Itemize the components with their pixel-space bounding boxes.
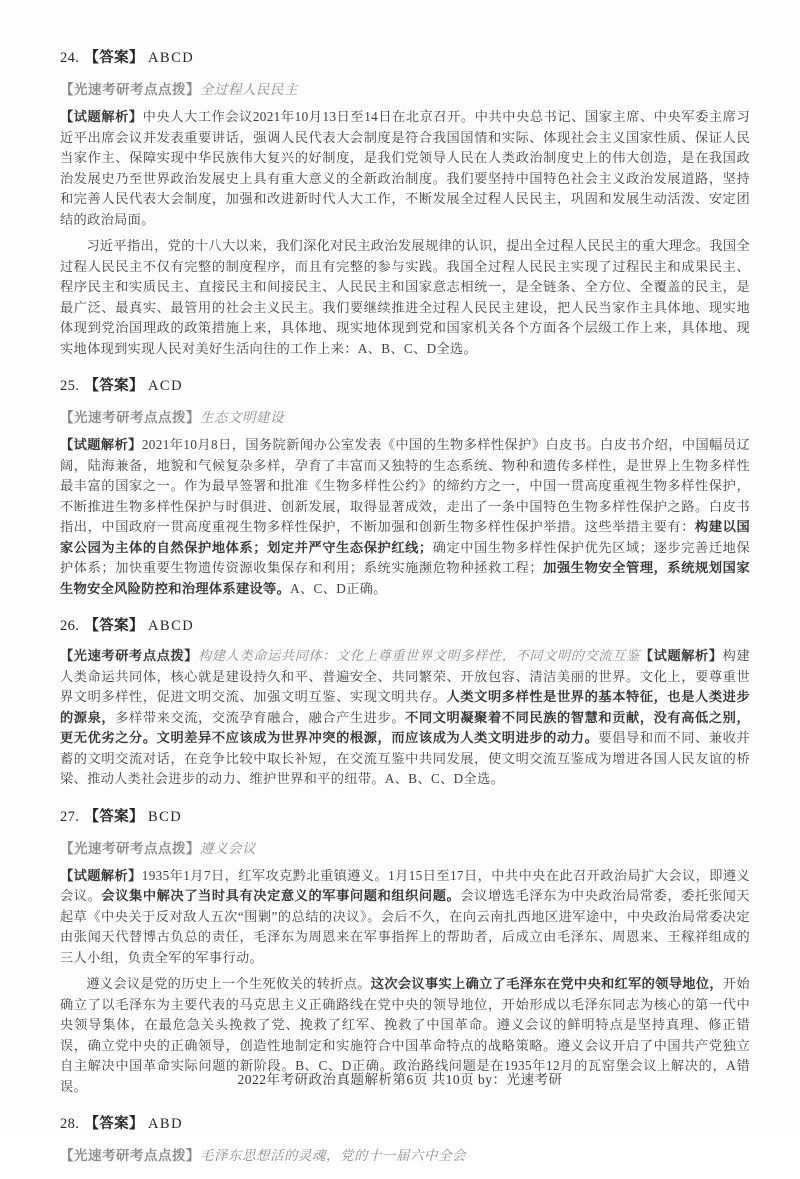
tip-label: 【光速考研考点点拨】	[60, 82, 200, 97]
tip-label: 【光速考研考点点拨】	[60, 648, 199, 663]
text-run: 1935年1月7日，红军攻克黔北重镇遵义。1月15日至17日，中共中央在此召开政治局扩大会议，即遵义会议。	[60, 867, 750, 903]
question-number: 28.	[60, 1116, 80, 1132]
text-run: 确定中国生物多样性保护优先区域；逐步完善迁地保护体系；加快重要生物遗传资源收集保存和利用；系统实施濒危物种拯救工程；	[60, 539, 750, 575]
text-run: A、C、D正确。	[290, 580, 387, 596]
page-footer: 2022年考研政治真题解析第6页 共10页 by：光速考研	[237, 1072, 563, 1087]
answer-section-24	[60, 46, 750, 359]
text-run: 习近平指出，党的十八大以来，我们深化对民主政治发展规律的认识，提出全过程人民民主的重大理念。我国全过程人民民主不仅有完整的制度程序，而且有完整的参与实践。我国全过程人民民主实现了过程民主和成果民主、程序民主和实质民主、直接民主和间接民主、人民民主和国家意志相统一，是全链条、全方位、全覆盖的民主，是最广泛、最真实、最管用的社会主义民主。我们要继续推进全过程人民民主建设，把人民当家作主具体地、现实地体现到党治国理政的政策措施上来，具体地、现实地体现到党和国家机关各个方面各个层级工作上来，具体地、现实地体现到实现人民对美好生活向往的工作上来：A、B、C、D全选。	[60, 238, 750, 356]
text-run: 多样带来交流，交流孕育融合，融合产生进步。	[115, 709, 406, 725]
answer-line	[60, 374, 750, 395]
text-run-bold: 加强生物安全管理，系统规划国家生物安全风险防控和治理体系建设等。	[60, 560, 751, 596]
question-number: 24.	[60, 50, 80, 66]
answer-label: 【答案】	[84, 808, 144, 825]
answer-letters: ABCD	[147, 50, 195, 66]
answer-label: 【答案】	[84, 1116, 144, 1132]
text-run: 中央人大工作会议2021年10月13日至14日在北京召开。中共中央总书记、国家主席、中央军委主席习近平出席会议并发表重要讲话，强调人民代表大会制度是符合我国国情和实际、体现社会主义国家性质、保证人民当家作主、保障实现中华民族伟大复兴的好制度，是我们党领导人民在人类政治制度史上的伟大创造，是在我国政治发展史乃至世界政治发展史上具有重大意义的全新政治制度。我们要坚持中国特色社会主义政治发展道路，坚持和完善人民代表大会制度，加强和改进新时代人大工作，不断发展全过程人民民主，巩固和发展生动活泼、安定团结的政治局面。	[60, 109, 750, 227]
answer-label: 【答案】	[84, 378, 144, 394]
answer-letters: ABD	[147, 1116, 184, 1132]
page-content	[60, 46, 750, 1179]
tip-label: 【光速考研考点点拨】	[60, 1148, 200, 1163]
tip-line	[60, 78, 750, 98]
question-number: 26.	[60, 618, 80, 634]
analysis-paragraph	[60, 435, 750, 599]
tip-text: 生态文明建设	[200, 410, 284, 425]
analysis-paragraph	[60, 236, 750, 359]
analysis-paragraph	[60, 646, 750, 790]
text-run-bold: 会议集中解决了当时具有决定意义的军事问题和组织问题。	[101, 888, 461, 903]
tip-text: 全过程人民民主	[200, 82, 298, 97]
tip-text: 遵义会议	[200, 840, 256, 856]
text-run-bold: 不同文明凝聚着不同民族的智慧和贡献，没有高低之别，更无优劣之分。文明差异不应该成为世界冲突的根源，而应该成为人类文明进步的动力。	[60, 709, 750, 745]
text-run: 构建人类命运共同体，核心就是建设持久和平、普遍安全、共同繁荣、开放包容、清洁美丽的世界。文化上，要尊重世界文明多样性，促进文明交流、加强文明互鉴、实现文明共存。	[60, 648, 751, 704]
text-run: 遵义会议是党的历史上一个生死攸关的转折点。	[86, 976, 371, 991]
answer-line	[60, 1112, 750, 1133]
answer-letters: ACD	[147, 378, 184, 394]
text-run-bold: 人类文明多样性是世界的基本特征，也是人类进步的源泉，	[60, 689, 750, 725]
text-run: 开始确立了以毛泽东为主要代表的马克思主义正确路线在党中央的领导地位，开始形成以毛泽东同志为核心的第一代中央领导集体，在最危急关头挽救了党、挽救了红军、挽救了中国革命。遵义会议的鲜明特点是坚持真理、修正错误，确立党中央的正确领导，创造性地制定和实施符合中国革命特点的战略策略。遵义会议开启了中国共产党独立自主解决中国革命实际问题的新阶段。B、C、D正确。政治路线问题是在1935年12月的瓦窑堡会议上解决的，A错误。	[60, 976, 750, 1094]
answer-letters: BCD	[147, 808, 183, 825]
answer-section-26	[60, 614, 750, 790]
answer-section-27	[60, 805, 750, 1098]
analysis-label: 【试题解析】	[60, 437, 142, 452]
text-run: 要倡导和而不同、兼收并蓄的文明交流对话，在竞争比较中取长补短，在交流互鉴中共同发展，使文明交流互鉴成为增进各国人民友谊的桥梁、推动人类社会进步的动力、维护世界和平的纽带。A、B、C、D全选。	[60, 730, 750, 786]
answer-line	[60, 805, 750, 826]
answer-line	[60, 46, 750, 67]
analysis-label: 【试题解析】	[60, 109, 143, 124]
analysis-label: 【试题解析】	[639, 648, 723, 663]
analysis-paragraph	[60, 107, 750, 230]
tip-text: 构建人类命运共同体：文化上尊重世界文明多样性，不同文明的交流互鉴	[198, 648, 640, 663]
tip-line	[60, 1144, 750, 1164]
answer-label: 【答案】	[84, 618, 144, 634]
text-run: 会议增选毛泽东为中央政治局常委，委托张闻天起草《中央关于反对敌人五次“围剿”的总结的决议》。会后不久，在向云南扎西地区进军途中，中央政治局常委决定由张闻天代替博古负总的责任，毛泽东为周恩来在军事指挥上的帮助者，后成立由毛泽东、周恩来、王稼祥组成的三人小组，负责全军的军事行动。	[60, 888, 750, 965]
answer-label: 【答案】	[84, 50, 144, 66]
analysis-paragraph	[60, 866, 750, 969]
tip-line	[60, 406, 750, 426]
answer-section-25	[60, 374, 750, 599]
answer-line	[60, 614, 750, 635]
tip-label: 【光速考研考点点拨】	[60, 410, 200, 425]
text-run-bold: 构建以国家公园为主体的自然保护地体系；划定并严守生态保护红线；	[60, 519, 750, 555]
tip-label: 【光速考研考点点拨】	[60, 840, 200, 856]
answer-section-28	[60, 1112, 750, 1164]
text-run-bold: 这次会议事实上确立了毛泽东在党中央和红军的领导地位，	[370, 976, 723, 991]
analysis-label: 【试题解析】	[60, 867, 142, 883]
text-run: 2021年10月8日，国务院新闻办公室发表《中国的生物多样性保护》白皮书。白皮书介绍，中国幅员辽阔，陆海兼备，地貌和气候复杂多样，孕育了丰富而又独特的生态系统、物种和遗传多样性，是世界上生物多样性最丰富的国家之一。作为最早签署和批准《生物多样性公约》的缔约方之一，中国一贯高度重视生物多样性保护，不断推进生物多样性保护与时俱进、创新发展，取得显著成效，走出了一条中国特色生物多样性保护之路。白皮书指出，中国政府一贯高度重视生物多样性保护，不断加强和创新生物多样性保护举措。这些举措主要有：	[60, 437, 750, 534]
question-number: 25.	[60, 378, 80, 394]
answer-letters: ABCD	[147, 618, 195, 634]
question-number: 27.	[60, 808, 80, 825]
tip-text: 毛泽东思想活的灵魂，党的十一届六中全会	[200, 1148, 466, 1163]
tip-line	[60, 837, 750, 857]
